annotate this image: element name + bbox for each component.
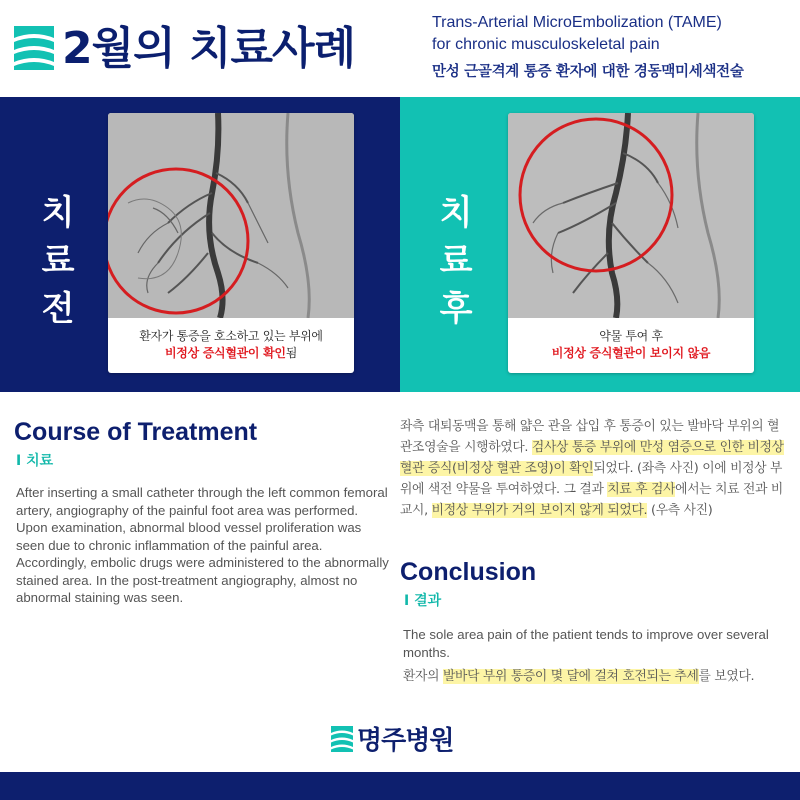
course-ko-text: (우측 사진) (647, 503, 713, 518)
after-label-char: 후 (439, 289, 473, 329)
subtitle-en (432, 12, 722, 56)
subtitle-en-line2: for chronic musculoskeletal pain (432, 36, 660, 53)
conclusion-body-ko (403, 666, 783, 687)
before-panel (0, 97, 400, 392)
course-body-en: After inserting a small catheter through the left common femoral artery, angiography of the painful foot area was performed. Upon examination, abnormal blood vessel proliferation was seen due to chronic inflammation of the painful area. Accordingly, embolic drugs were administered to the abnormally stained area. In the post-treatment angiography, almost no abnormal staining was seen. (16, 485, 389, 605)
before-label-char: 전 (41, 289, 75, 329)
before-card (108, 113, 354, 373)
course-ko-text: 에서는 치료 전과 비교시, (400, 482, 783, 518)
course-subheading: I 치료 (16, 453, 54, 469)
page-title: 2월의 치료사례 (62, 23, 355, 74)
after-caption (508, 318, 754, 373)
conclusion-ko-text: 를 보였다. (698, 669, 755, 684)
after-panel (400, 97, 800, 392)
course-ko-highlight: 치료 후 검사 (607, 482, 676, 497)
after-caption-line1: 약물 투여 후 (599, 329, 663, 343)
before-caption-line2 (108, 345, 354, 362)
after-label-char: 료 (439, 241, 473, 281)
after-label (426, 189, 486, 333)
after-caption-highlight: 비정상 증식혈관이 보이지 않음 (551, 346, 711, 360)
before-angiogram-image (108, 113, 354, 318)
after-label-char: 치 (439, 193, 473, 233)
course-ko-highlight: 검사상 통증 부위에 만성 염증으로 인한 비정상 혈관 증식(비정상 혈관 조영)이 확인 (400, 440, 784, 476)
footer-logo-text: 명주병원 (357, 726, 454, 756)
after-card (508, 113, 754, 373)
before-label (28, 189, 88, 333)
conclusion-body-en: The sole area pain of the patient tends to improve over several months. (403, 627, 769, 660)
subtitle-ko: 만성 근골격계 통증 환자에 대한 경동맥미세색전술 (432, 64, 744, 80)
brand-logo-icon (14, 26, 54, 70)
before-label-char: 치 (41, 193, 75, 233)
course-body-ko (400, 416, 786, 521)
before-caption-highlight: 비정상 증식혈관이 확인 (165, 346, 286, 360)
course-heading: Course of Treatment (14, 418, 258, 446)
before-caption-line1: 환자가 통증을 호소하고 있는 부위에 (139, 329, 323, 343)
footer-logo-icon (331, 726, 353, 752)
conclusion-ko-text: 환자의 (403, 669, 443, 684)
conclusion-heading: Conclusion (400, 558, 537, 586)
after-angiogram-image (508, 113, 754, 318)
course-ko-text: 되었다. (좌측 사진) 이에 비정상 부위에 색전 약물을 투여하였다. 그 결과 (400, 461, 783, 497)
before-caption (108, 318, 354, 373)
before-caption-suffix: 됨 (285, 346, 297, 360)
course-ko-text: 좌측 대퇴동맥을 통해 얇은 관을 삽입 후 통증이 있는 발바닥 부위의 혈관조영술을 시행하였다. (400, 419, 780, 455)
footer-bar (0, 772, 800, 800)
conclusion-ko-highlight: 발바닥 부위 통증이 몇 달에 걸쳐 호전되는 추세 (442, 669, 699, 684)
before-label-char: 료 (41, 241, 75, 281)
course-ko-highlight: 비정상 부위가 거의 보이지 않게 되었다. (431, 503, 648, 518)
conclusion-subheading: I 결과 (404, 593, 442, 609)
subtitle-en-line1: Trans-Arterial MicroEmbolization (TAME) (432, 14, 722, 31)
